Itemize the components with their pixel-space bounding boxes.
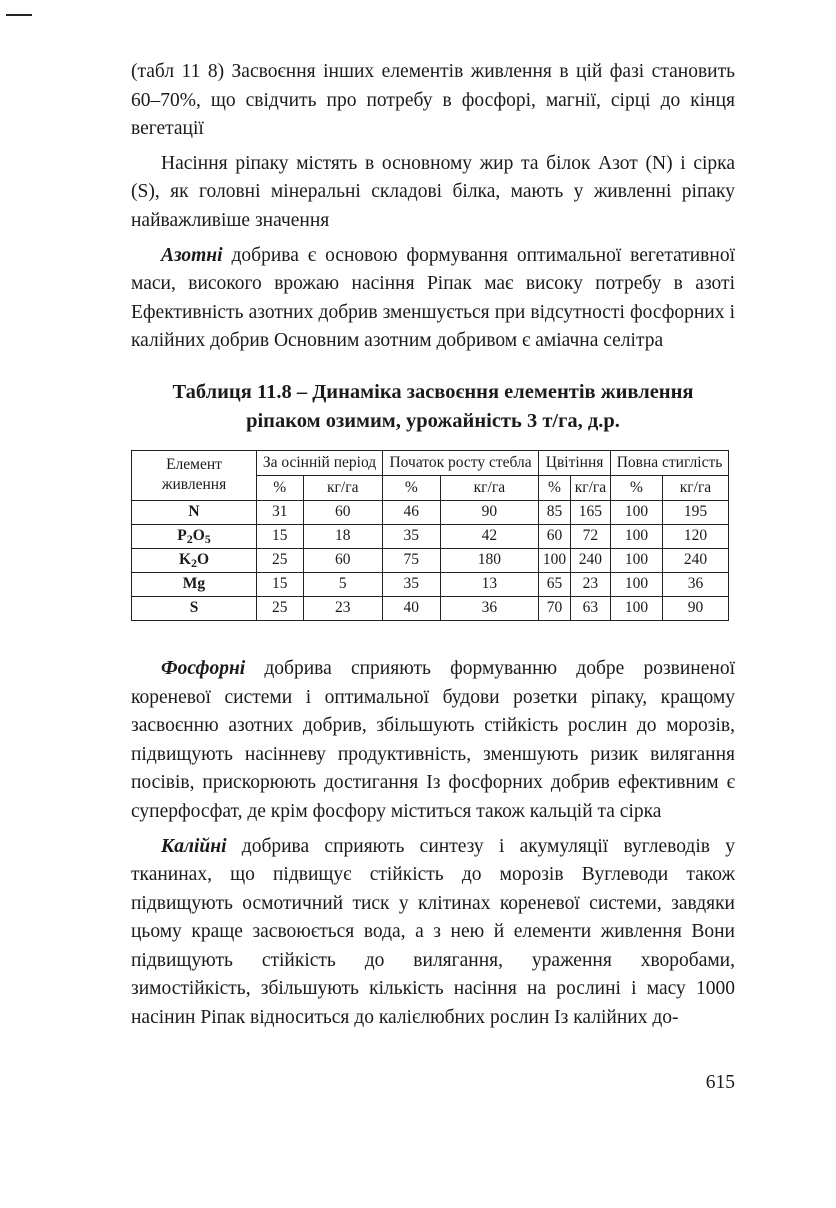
paragraph-nitrogen (131, 242, 735, 356)
unit-pct: % (539, 475, 571, 500)
value-cell: 13 (440, 572, 539, 596)
element-cell: N (132, 500, 257, 524)
value-cell: 36 (440, 596, 539, 620)
unit-pct: % (257, 475, 304, 500)
value-cell: 25 (257, 596, 304, 620)
unit-kg: кг/га (303, 475, 382, 500)
paragraph-potassium (131, 833, 735, 1033)
value-cell: 65 (539, 572, 571, 596)
value-cell: 100 (611, 548, 663, 572)
table-row (132, 572, 729, 596)
header-phase-flowering: Цвітіння (539, 450, 611, 475)
value-cell: 75 (382, 548, 440, 572)
header-phase-stem-growth: Початок росту стебла (382, 450, 538, 475)
value-cell: 42 (440, 524, 539, 548)
value-cell: 72 (570, 524, 610, 548)
value-cell: 85 (539, 500, 571, 524)
paragraph-lead: Азотні (161, 244, 223, 266)
value-cell: 31 (257, 500, 304, 524)
value-cell: 18 (303, 524, 382, 548)
value-cell: 165 (570, 500, 610, 524)
paragraph-lead: Калійні (161, 835, 227, 857)
element-cell: $P_2O_5$ (132, 524, 257, 548)
paragraph-2: Насіння ріпаку містять в основному жир та білок Азот (N) і сірка (S), як головні мінеральні складові білка, мають у живленні ріпаку найважливіше значення (131, 152, 735, 231)
value-cell: 15 (257, 572, 304, 596)
element-cell: Mg (132, 572, 257, 596)
value-cell: 40 (382, 596, 440, 620)
value-cell: 5 (303, 572, 382, 596)
value-cell: 15 (257, 524, 304, 548)
value-cell: 23 (303, 596, 382, 620)
value-cell: 63 (570, 596, 610, 620)
header-element: Елемент живлення (132, 450, 257, 500)
value-cell: 100 (611, 524, 663, 548)
value-cell: 23 (570, 572, 610, 596)
value-cell: 90 (440, 500, 539, 524)
unit-kg: кг/га (440, 475, 539, 500)
value-cell: 100 (611, 500, 663, 524)
header-phase-full-maturity: Повна стиглість (611, 450, 729, 475)
value-cell: 36 (662, 572, 728, 596)
paragraph-text: добрива є основою формування оптимальної вегетативної маси, високого врожаю насіння Ріпак має високу потребу в азоті Ефективність азотних добрив зменшується при відсутності фосфорних і калійних добрив Основним азотним добривом є аміачна селітра (131, 244, 735, 352)
unit-kg: кг/га (662, 475, 728, 500)
page-number: 615 (705, 1072, 735, 1093)
table-caption-line-1: Таблиця 11.8 – Динаміка засвоєння елементів живлення (172, 380, 694, 403)
nutrient-uptake-table (131, 450, 729, 621)
value-cell: 240 (570, 548, 610, 572)
value-cell: 240 (662, 548, 728, 572)
header-phase-autumn: За осінній період (257, 450, 383, 475)
value-cell: 180 (440, 548, 539, 572)
value-cell: 120 (662, 524, 728, 548)
paragraph-text: добрива сприяють синтезу і акумуляції вуглеводів у тканинах, що підвищує стійкість до морозів Вуглеводи також підвищують осмотичний тиск у клітинах кореневої системи, завдяки цьому краще засвоюється вода, а з нею й елементи живлення Вони підвищують стійкість до вилягання, ураження хворобами, зимостійкість, збільшують кількість насіння на рослині і масу 1000 насінин Ріпак відноситься до калієлюбних рослин Із калійних до- (131, 835, 735, 1029)
value-cell: 70 (539, 596, 571, 620)
value-cell: 90 (662, 596, 728, 620)
table-caption-line-2: ріпаком озимим, урожайність 3 т/га, д.р. (246, 409, 620, 432)
corner-mark (6, 14, 32, 16)
paragraph-1: (табл 11 8) Засвоєння інших елементів живлення в цій фазі становить 60–70%, що свідчить про потребу в фосфорі, магнії, сірці до кінця вегетації (131, 61, 735, 140)
value-cell: 60 (539, 524, 571, 548)
unit-kg: кг/га (570, 475, 610, 500)
value-cell: 100 (539, 548, 571, 572)
value-cell: 35 (382, 572, 440, 596)
table-row (132, 524, 729, 548)
unit-pct: % (611, 475, 663, 500)
page-body (131, 58, 735, 1033)
value-cell: 100 (611, 596, 663, 620)
unit-pct: % (382, 475, 440, 500)
table-row (132, 548, 729, 572)
table-row (132, 596, 729, 620)
value-cell: 25 (257, 548, 304, 572)
value-cell: 35 (382, 524, 440, 548)
value-cell: 60 (303, 500, 382, 524)
value-cell: 100 (611, 572, 663, 596)
table-caption (131, 378, 735, 436)
value-cell: 195 (662, 500, 728, 524)
value-cell: 60 (303, 548, 382, 572)
element-cell: S (132, 596, 257, 620)
table-header-row (132, 450, 729, 475)
paragraph-text: добрива сприяють формуванню добре розвиненої кореневої системи і оптимальної будови розетки ріпаку, кращому засвоєнню азотних добрив, збільшують стійкість рослин до морозів, підвищують насінневу продуктивність, зменшують ризик вилягання посівів, прискорюють достигання Із фосфорних добрив ефективним є суперфосфат, де крім фосфору міститься також кальцій та сірка (131, 657, 735, 822)
paragraph-phosphorus (131, 655, 735, 827)
paragraph-lead: Фосфорні (161, 657, 246, 679)
element-cell: $K_2O$ (132, 548, 257, 572)
value-cell: 46 (382, 500, 440, 524)
table-row (132, 500, 729, 524)
